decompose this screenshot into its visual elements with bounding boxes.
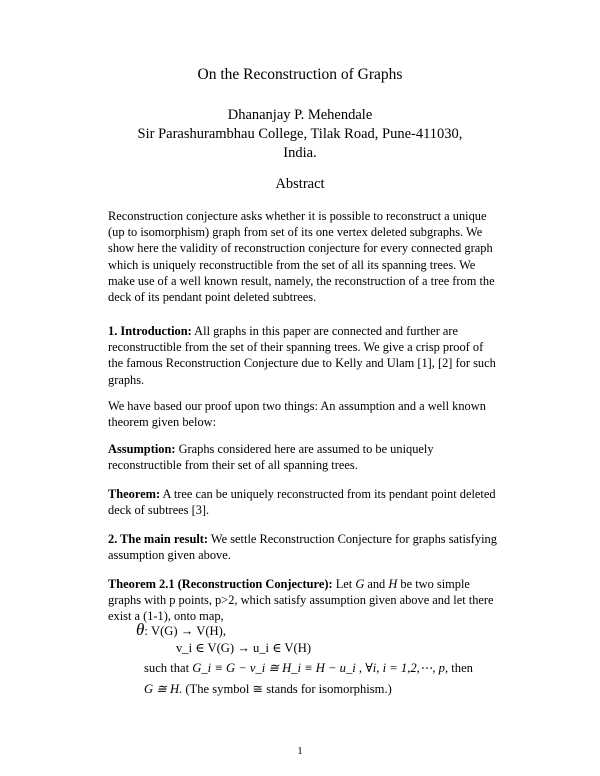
paper-title: On the Reconstruction of Graphs: [197, 66, 403, 83]
author-country: India.: [283, 145, 317, 161]
theorem-label: Theorem:: [108, 487, 161, 501]
basis-paragraph: We have based our proof upon two things: An assumption and a well known theorem given below:: [108, 399, 486, 430]
main-result-text: We settle Reconstruction Conjecture for graphs satisfying assumption given above.: [108, 532, 497, 563]
map-definition: θ: V(G) → V(H),: [136, 620, 226, 639]
main-result-paragraph: [108, 531, 500, 563]
assumption-paragraph: [108, 441, 500, 473]
assumption-label: Assumption:: [108, 442, 176, 456]
introduction-paragraph: [108, 323, 500, 388]
main-result-label: 2. The main result:: [108, 532, 209, 546]
author-block: [0, 106, 600, 163]
theorem-paragraph: [108, 486, 500, 518]
assumption-text: Graphs considered here are assumed to be uniquely reconstructible from their set of all spanning trees.: [108, 442, 434, 473]
map-element-correspondence: v_i ∈ V(G) → u_i ∈ V(H): [176, 641, 312, 655]
introduction-text: All graphs in this paper are connected and further are reconstructible from the set of their spanning trees. We give a crisp proof of the famous Reconstruction Conjecture due to Kelly and Ulam [1], [2] for such graphs.: [108, 324, 496, 387]
isomorphism-conclusion: G ≅ H. (The symbol ≅ stands for isomorphism.): [144, 682, 392, 696]
author-affiliation: Sir Parashurambhau College, Tilak Road, Pune-411030,: [137, 126, 463, 142]
isomorphism-condition: such that G_i ≡ G − v_i ≅ H_i ≡ H − u_i , ∀i, i = 1,2,⋯, p, then: [144, 661, 473, 675]
theorem-2-1-label: Theorem 2.1 (Reconstruction Conjecture):: [108, 577, 333, 591]
theta-symbol: θ: [136, 620, 145, 639]
introduction-label: 1. Introduction:: [108, 324, 192, 338]
abstract-heading: Abstract: [275, 176, 325, 192]
theorem-text: A tree can be uniquely reconstructed from its pendant point deleted deck of subtrees [3].: [108, 487, 496, 518]
theorem-2-1-paragraph: Theorem 2.1 (Reconstruction Conjecture): Let G and H be two simple graphs with p points, p>2, which satisfy assumption given above and let there exist a (1-1), onto map,: [108, 577, 494, 624]
author-name: Dhananjay P. Mehendale: [227, 107, 373, 123]
page-number: 1: [297, 745, 303, 757]
abstract-text: Reconstruction conjecture asks whether it is possible to reconstruct a unique (up to isomorphism) graph from set of its one vertex deleted subgraphs. We show here the validity of reconstruction conjecture for every connected graph which is uniquely reconstructible from the set of all its spanning trees. We make use of a well known result, namely, the reconstruction of a tree from the deck of its pendant point deleted subtrees.: [108, 209, 495, 305]
